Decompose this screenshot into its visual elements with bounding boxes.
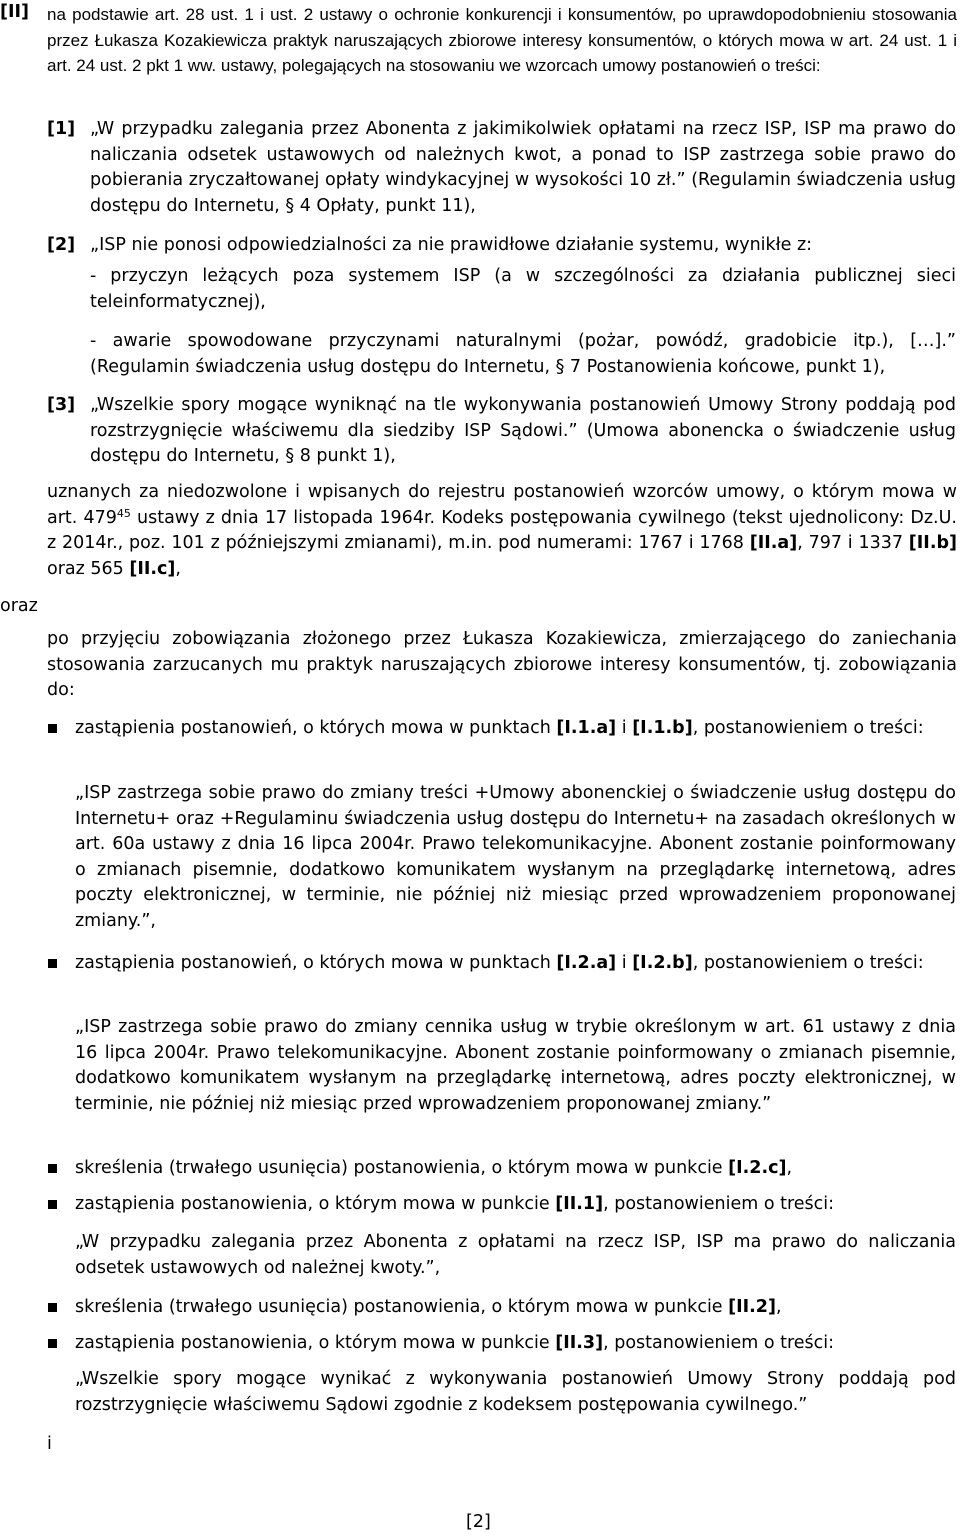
obligation-3-pre: skreślenia (trwałego usunięcia) postanowienia, o którym mowa w punkcie (75, 1158, 729, 1178)
obligation-1-quote: „ISP zastrzega sobie prawo do zmiany treści +Umowy abonenckiej o świadczenie usług dostępu do Internetu+ oraz +Regulaminu świadczenia usług dostępu do Internetu+ na zasadach określonych w art. 60a ustawy z dnia 16 lipca 2004r. Prawo telekomunikacyjne. Abonent zostanie poinformowany o zmianach pisemnie, dodatkowo komunikatem wysłanym na przeglądarkę internetową, adres poczty elektronicznej, w terminie, nie później niż miesiąc przed wprowadzeniem proponowanej zmiany.”, (75, 783, 956, 931)
ref-II-2: [II.2] (728, 1297, 776, 1317)
clause-2-label: [2] (47, 235, 76, 255)
clause-3-quote: „Wszelkie spory mogące wyniknąć na tle wykonywania postanowień Umowy Strony poddają pod rozstrzygnięcie właściwemu dla siedziby ISP Sądowi.” (90, 395, 956, 441)
ref-II-3: [II.3] (555, 1333, 604, 1353)
obligation-6-post: , postanowieniem o treści: (603, 1333, 835, 1353)
obligation-6-pre: zastąpienia postanowienia, o którym mowa w punkcie (75, 1333, 556, 1353)
clause-1-source: (Regulamin świadczenia usług dostępu do Internetu, § 4 Opłaty, punkt 11), (90, 170, 956, 216)
bullet-icon (48, 959, 57, 968)
page-number: [2] (466, 1512, 491, 1532)
bullet-icon (48, 1164, 57, 1173)
conclusion-text-4: oraz 565 (47, 558, 130, 579)
obligation-3 (75, 1156, 956, 1182)
obligation-2-pre: zastąpienia postanowień, o których mowa w punktach (75, 953, 557, 973)
clause-2-source: (Regulamin świadczenia usług dostępu do Internetu, § 7 Postanowienia końcowe, punkt 1), (90, 356, 886, 377)
obligation-1-post: , postanowieniem o treści: (692, 718, 924, 738)
obligation-5-pre: skreślenia (trwałego usunięcia) postanowienia, o którym mowa w punkcie (75, 1297, 729, 1317)
conclusion-text-1: uznanych za niedozwolone i wpisanych do rejestru postanowień wzorców umowy, o którym mowa w art. 479 (47, 482, 957, 528)
bullet-icon (48, 1200, 57, 1209)
obligation-5-post: , (775, 1297, 782, 1317)
intro-paragraph: na podstawie art. 28 ust. 1 i ust. 2 ustawy o ochronie konkurencji i konsumentów, po uprawdopodobnieniu stosowania przez Łukasza Kozakiewicza praktyk naruszających zbiorowe interesy konsumentów, o których mowa w art. 24 ust. 1 i art. 24 ust. 2 pkt 1 ww. ustawy, polegających na stosowaniu we wzorcach umowy postanowień o treści: (47, 5, 957, 76)
bullet-icon (48, 724, 57, 733)
ref-II-a: [II.a] (749, 533, 798, 554)
conclusion-text-3: , 797 i 1337 (797, 533, 909, 554)
clause-3-text (90, 393, 956, 470)
obligation-2-post: , postanowieniem o treści: (692, 953, 924, 973)
ref-II-1: [II.1] (555, 1194, 604, 1214)
obligation-4-quote: „W przypadku zalegania przez Abonenta z opłatami na rzecz ISP, ISP ma prawo do naliczania odsetek ustawowych od należnej kwoty.”, (75, 1232, 956, 1278)
obligation-6-quote: „Wszelkie spory mogące wynikać z wykonywania postanowień Umowy Strony poddają pod rozstrzygnięcie właściwemu Sądowi zgodnie z kodeksem postępowania cywilnego.” (75, 1369, 956, 1415)
clause-2-item-1: - przyczyn leżących poza systemem ISP (a w szczególności za działania publicznej sieci teleinformatycznej), (90, 266, 956, 312)
section-label: [II] (0, 2, 30, 22)
conclusion-superscript: 45 (116, 506, 131, 520)
obligation-1-pre: zastąpienia postanowień, o których mowa w punktach (75, 718, 557, 738)
bullet-icon (48, 1339, 57, 1348)
clause-2-item-2-text: - awarie spowodowane przyczynami naturalnymi (pożar, powódź, gradobicie itp.), […].” (90, 331, 956, 351)
clause-3-label: [3] (47, 395, 76, 415)
clause-3-source: (Umowa abonencka o świadczenie usług dostępu do Internetu, § 8 punkt 1), (90, 420, 956, 467)
oraz-label: oraz (0, 596, 38, 616)
obligation-4 (75, 1192, 956, 1218)
clause-1-text (90, 117, 956, 219)
clause-1-label: [1] (47, 119, 76, 139)
obligation-3-post: , (786, 1158, 793, 1178)
obligation-4-post: , postanowieniem o treści: (603, 1194, 835, 1214)
obligation-2-mid: i (616, 953, 633, 973)
clause-2-item-2 (90, 329, 956, 380)
bullet-icon (48, 1303, 57, 1312)
obligation-6 (75, 1331, 956, 1357)
ref-I-1-a: [I.1.a] (556, 718, 617, 738)
ref-II-b: [II.b] (908, 533, 957, 554)
conclusion-paragraph (47, 480, 957, 582)
obligation-2-quote: „ISP zastrzega sobie prawo do zmiany cennika usług w trybie określonym w art. 61 ustawy z dnia 16 lipca 2004r. Prawo telekomunikacyjne. Abonent zostanie poinformowany o zmianach pisemnie, dodatkowo komunikatem wysłanym na przeglądarkę internetową, adres poczty elektronicznej, w terminie, nie później niż miesiąc przed wprowadzeniem proponowanej zmiany.” (75, 1017, 956, 1114)
ref-I-2-c: [I.2.c] (728, 1158, 787, 1178)
conclusion-text-2: ustawy z dnia 17 listopada 1964r. Kodeks postępowania cywilnego (tekst ujednolicony: Dz.U. z 2014r., poz. 101 z późniejszymi zmianami), m.in. pod numerami: 1767 i 1768 (47, 507, 957, 554)
obligation-5 (75, 1295, 956, 1321)
ref-I-1-b: [I.1.b] (632, 718, 693, 738)
ref-I-2-b: [I.2.b] (632, 953, 693, 973)
clause-1-quote: „W przypadku zalegania przez Abonenta z jakimikolwiek opłatami na rzecz ISP, ISP ma prawo do naliczania odsetek ustawowych od należnych kwot, a ponad to ISP zastrzega sobie prawo do pobierania zryczałtowanej opłaty windykacyjnej w wysokości 10 zł.” (90, 119, 956, 191)
obligation-2 (75, 951, 956, 977)
ref-I-2-a: [I.2.a] (556, 953, 617, 973)
ref-II-c: [II.c] (129, 558, 176, 579)
obligation-1 (75, 716, 956, 742)
obligation-1-mid: i (616, 718, 633, 738)
trailing-conjunction: i (47, 1434, 52, 1454)
commitment-paragraph: po przyjęciu zobowiązania złożonego przez Łukasza Kozakiewicza, zmierzającego do zaniechania stosowania zarzucanych mu praktyk naruszających zbiorowe interesy konsumentów, tj. zobowiązania do: (47, 629, 957, 701)
obligation-4-pre: zastąpienia postanowienia, o którym mowa w punkcie (75, 1194, 556, 1214)
clause-2-text: „ISP nie ponosi odpowiedzialności za nie prawidłowe działanie systemu, wynikłe z: (90, 235, 813, 255)
conclusion-text-5: , (175, 558, 181, 579)
